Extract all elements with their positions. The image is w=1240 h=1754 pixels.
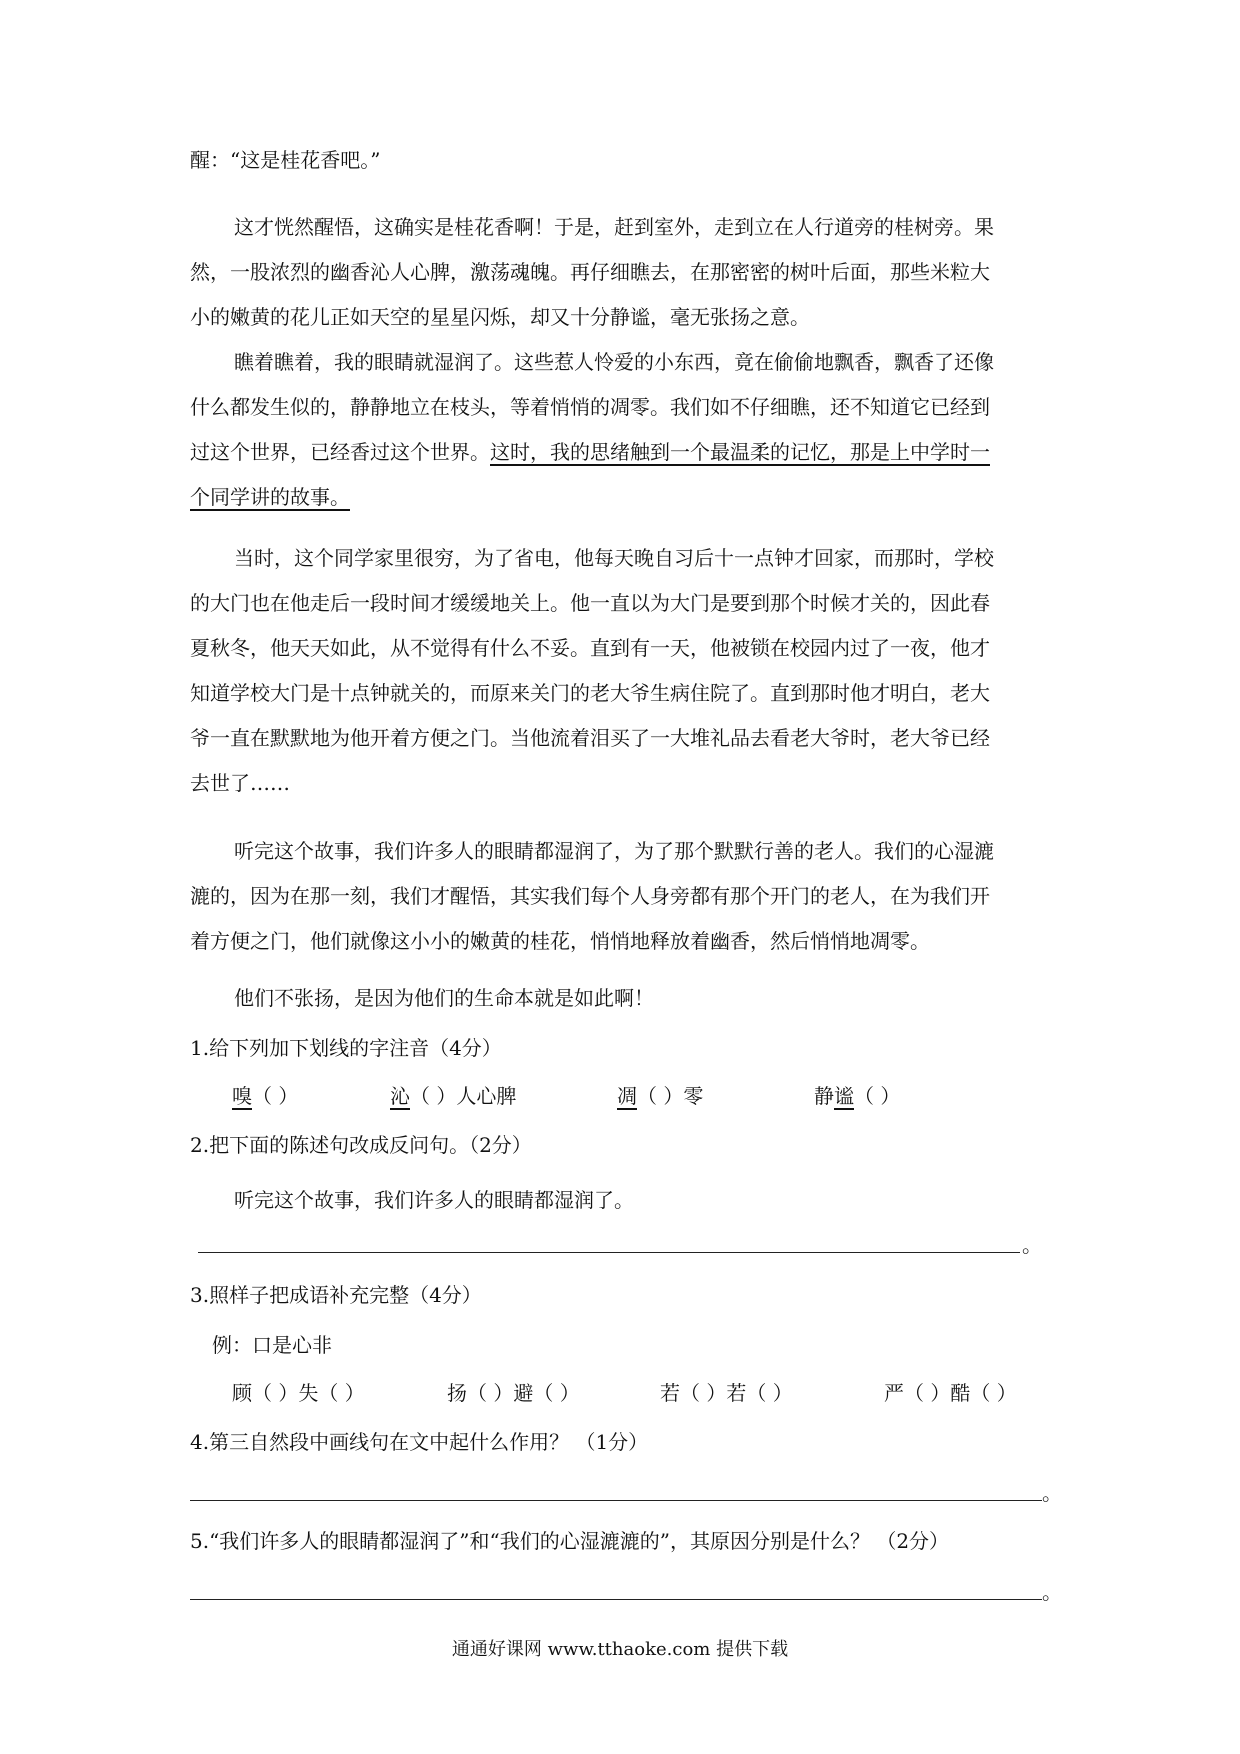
pinyin-item <box>617 1083 703 1109</box>
paragraph-line: 当时，这个同学家里很穷，为了省电，他每天晚自习后十一点钟才回家，而那时，学校 <box>234 546 994 570</box>
answer-period: 。 <box>1042 1580 1062 1604</box>
page-footer: 通通好课网 www.tthaoke.com 提供下载 <box>451 1639 789 1660</box>
plain-char: 静 <box>814 1084 834 1108</box>
answer-line[interactable] <box>190 1599 1042 1600</box>
paragraph-line: 着方便之门，他们就像这小小的嫩黄的桂花，悄悄地释放着幽香，然后悄悄地凋零。 <box>190 929 930 953</box>
paragraph-line: 的大门也在他走后一段时间才缓缓地关上。他一直以为大门是要到那个时候才关的，因此春 <box>190 591 990 615</box>
question-title: 1.给下列加下划线的字注音（4分） <box>190 1036 502 1060</box>
answer-period: 。 <box>1022 1233 1042 1257</box>
answer-blank[interactable]: （ ） <box>252 1084 299 1108</box>
paragraph-line: 他们不张扬，是因为他们的生命本就是如此啊！ <box>234 986 654 1010</box>
pinyin-item <box>814 1083 900 1109</box>
question-title: 3.照样子把成语补充完整（4分） <box>190 1283 482 1307</box>
answer-blank[interactable]: （ ） <box>854 1084 901 1108</box>
paragraph-line: 去世了…… <box>190 771 290 795</box>
idiom-blank[interactable]: 严（ ）酷（ ） <box>884 1381 1017 1405</box>
idiom-blank[interactable]: 若（ ）若（ ） <box>660 1381 793 1405</box>
paragraph-line: 瞧着瞧着，我的眼睛就湿润了。这些惹人怜爱的小东西，竟在偷偷地飘香，飘香了还像 <box>234 350 994 374</box>
answer-blank[interactable]: （ ）人心脾 <box>410 1084 517 1108</box>
underlined-sentence: 个同学讲的故事。 <box>190 485 350 509</box>
paragraph-text: 过这个世界，已经香过这个世界。 <box>190 440 490 464</box>
paragraph-line: 这才恍然醒悟，这确实是桂花香啊！于是，赶到室外，走到立在人行道旁的桂树旁。果 <box>234 215 994 239</box>
paragraph-line: 听完这个故事，我们许多人的眼睛都湿润了，为了那个默默行善的老人。我们的心湿漉 <box>234 839 994 863</box>
underlined-char: 沁 <box>390 1084 410 1108</box>
paragraph-line: 知道学校大门是十点钟就关的，而原来关门的老大爷生病住院了。直到那时他才明白，老大 <box>190 681 990 705</box>
answer-period: 。 <box>1042 1481 1062 1505</box>
paragraph-line: 夏秋冬，他天天如此，从不觉得有什么不妥。直到有一天，他被锁在校园内过了一夜，他才 <box>190 636 990 660</box>
idiom-blank[interactable]: 扬（ ）避（ ） <box>447 1381 580 1405</box>
underlined-char: 凋 <box>617 1084 637 1108</box>
idiom-blank[interactable]: 顾（ ）失（ ） <box>232 1381 365 1405</box>
question-title: 2.把下面的陈述句改成反问句。（2分） <box>190 1133 532 1157</box>
answer-blank[interactable]: （ ）零 <box>637 1084 704 1108</box>
question-title: 4.第三自然段中画线句在文中起什么作用？ （1分） <box>190 1430 649 1454</box>
pinyin-item <box>232 1083 298 1109</box>
underlined-char: 谧 <box>834 1084 854 1108</box>
paragraph-line: 漉的，因为在那一刻，我们才醒悟，其实我们每个人身旁都有那个开门的老人，在为我们开 <box>190 884 990 908</box>
question-sentence: 听完这个故事，我们许多人的眼睛都湿润了。 <box>234 1188 634 1212</box>
paragraph-line: 爷一直在默默地为他开着方便之门。当他流着泪买了一大堆礼品去看老大爷时，老大爷已经 <box>190 726 990 750</box>
paragraph-line: 醒：“这是桂花香吧。” <box>190 148 381 172</box>
paragraph-line: 小的嫩黄的花儿正如天空的星星闪烁，却又十分静谧，毫无张扬之意。 <box>190 305 810 329</box>
paragraph-line: 然，一股浓烈的幽香沁人心脾，激荡魂魄。再仔细瞧去，在那密密的树叶后面，那些米粒大 <box>190 260 990 284</box>
underlined-sentence: 这时，我的思绪触到一个最温柔的记忆，那是上中学时一 <box>490 440 990 464</box>
example-text: 例：口是心非 <box>212 1333 332 1357</box>
underlined-char: 嗅 <box>232 1084 252 1108</box>
pinyin-item <box>390 1083 516 1109</box>
answer-line[interactable] <box>190 1500 1042 1501</box>
paragraph-line-mixed <box>190 439 990 465</box>
paragraph-line: 什么都发生似的，静静地立在枝头，等着悄悄的凋零。我们如不仔细瞧，还不知道它已经到 <box>190 395 990 419</box>
answer-line[interactable] <box>198 1252 1020 1253</box>
question-title: 5.“我们许多人的眼睛都湿润了”和“我们的心湿漉漉的”，其原因分别是什么？ （2分） <box>190 1529 950 1553</box>
